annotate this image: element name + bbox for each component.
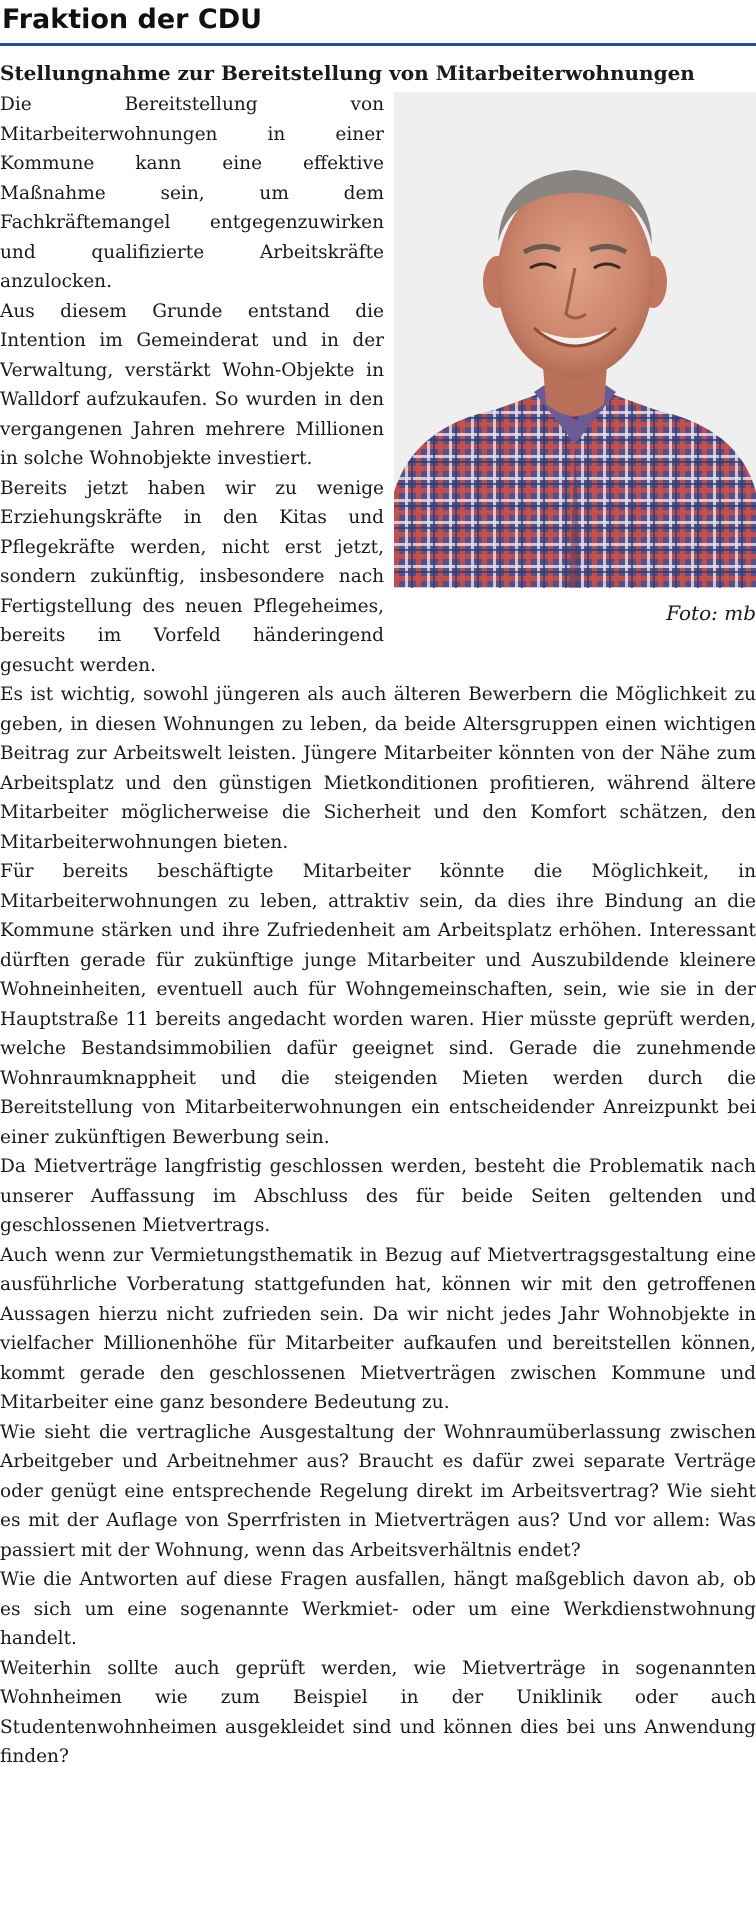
paragraph: Weiterhin sollte auch geprüft werden, wie Mietverträge in sogenannten Wohnheimen wie zum Beispiel in der Uniklinik oder auch Studentenwohnheimen ausgekleidet sind und können dies bei uns Anwendung finden? [0, 1657, 756, 1767]
photo-caption: Foto: mb [666, 601, 756, 625]
section-header [0, 0, 756, 46]
paragraph: Wie sieht die vertragliche Ausgestaltung der Wohnraumüberlassung zwischen Arbeitgeber und Arbeitnehmer aus? Braucht es dafür zwei separate Verträge oder genügt eine entsprechende Regelung direkt im Arbeitsvertrag? Wie sieht es mit der Auflage von Sperrfristen in Mietverträgen aus? Und vor allem: Was passiert mit der Wohnung, wenn das Arbeitsverhältnis endet? [0, 1421, 756, 1561]
portrait-illustration [394, 92, 756, 588]
paragraph: Auch wenn zur Vermietungsthematik in Bezug auf Mietvertragsgestaltung eine ausführliche Vorberatung stattgefunden hat, können wir mit den getroffenen Aussagen hierzu nicht zufrieden sein. Da wir nicht jedes Jahr Wohnobjekte in vielfacher Millionenhöhe für Mitarbeiter aufkaufen und bereitstellen können, kommt gerade den geschlossenen Mietverträgen zwischen Kommune und Mitarbeiter eine ganz besondere Bedeutung zu. [0, 1244, 756, 1413]
paragraph: Die Bereitstellung von Mitarbeiterwohnungen in einer Kommune kann eine effektive Maßnahme sein, um dem Fachkräftemangel entgegenzuwirken und qualifizierte Arbeitskräfte anzulocken. [0, 94, 384, 292]
section-title: Fraktion der CDU [2, 4, 263, 35]
paragraph: Für bereits beschäftigte Mitarbeiter könnte die Möglichkeit, in Mitarbeiterwohnungen zu leben, attraktiv sein, da dies ihre Bindung an die Kommune stärken und ihre Zufriedenheit am Arbeitsplatz erhöhen. Interessant dürften gerade für zukünftige junge Mitarbeiter und Auszubildende kleinere Wohneinheiten, eventuell auch für Wohngemeinschaften, sein, wie sie in der Hauptstraße 11 bereits angedacht worden waren. Hier müsste geprüft werden, welche Bestandsimmobilien dafür geeignet sind. Gerade die zunehmende Wohnraumknappheit und die steigenden Mieten werden durch die Bereitstellung von Mitarbeiterwohnungen ein entscheidender Anreizpunkt bei einer zukünftigen Bewerbung sein. [0, 861, 756, 1148]
paragraph: Da Mietverträge langfristig geschlossen werden, besteht die Problematik nach unserer Auffassung im Abschluss des für beide Seiten geltenden und geschlossenen Mietvertrags. [0, 1156, 756, 1236]
paragraph: Wie die Antworten auf diese Fragen ausfallen, hängt maßgeblich davon ab, ob es sich um eine sogenannte Werkmiet- oder um eine Werkdienstwohnung handelt. [0, 1569, 756, 1649]
portrait-photo [394, 92, 756, 588]
paragraph: Es ist wichtig, sowohl jüngeren als auch älteren Bewerbern die Möglichkeit zu geben, in diesen Wohnungen zu leben, da beide Altersgruppen einen wichtigen Beitrag zur Arbeitswelt leisten. Jüngere Mitarbeiter könnten von der Nähe zum Arbeitsplatz und den günstigen Mietkonditionen profitieren, während ältere Mitarbeiter möglicherweise die Sicherheit und den Komfort schätzen, den Mitarbeiterwohnungen bieten. [0, 684, 756, 853]
paragraph: Bereits jetzt haben wir zu wenige Erziehungskräfte in den Kitas und Pflegekräfte werden, nicht erst jetzt, sondern zukünftig, insbesondere nach Fertigstellung des neuen Pflegeheimes, bereits im Vorfeld händeringend gesucht werden. [0, 477, 384, 676]
article [0, 56, 756, 1772]
paragraph: Aus diesem Grunde entstand die Intention im Gemeinderat und in der Verwaltung, verstärkt Wohn-Objekte in Walldorf aufzukaufen. So wurden in den vergangenen Jahren mehrere Millionen in solche Wohnobjekte investiert. [0, 300, 384, 469]
article-headline: Stellungnahme zur Bereitstellung von Mitarbeiterwohnungen [0, 61, 695, 85]
photo-figure [394, 92, 756, 628]
article-body [0, 90, 756, 1772]
